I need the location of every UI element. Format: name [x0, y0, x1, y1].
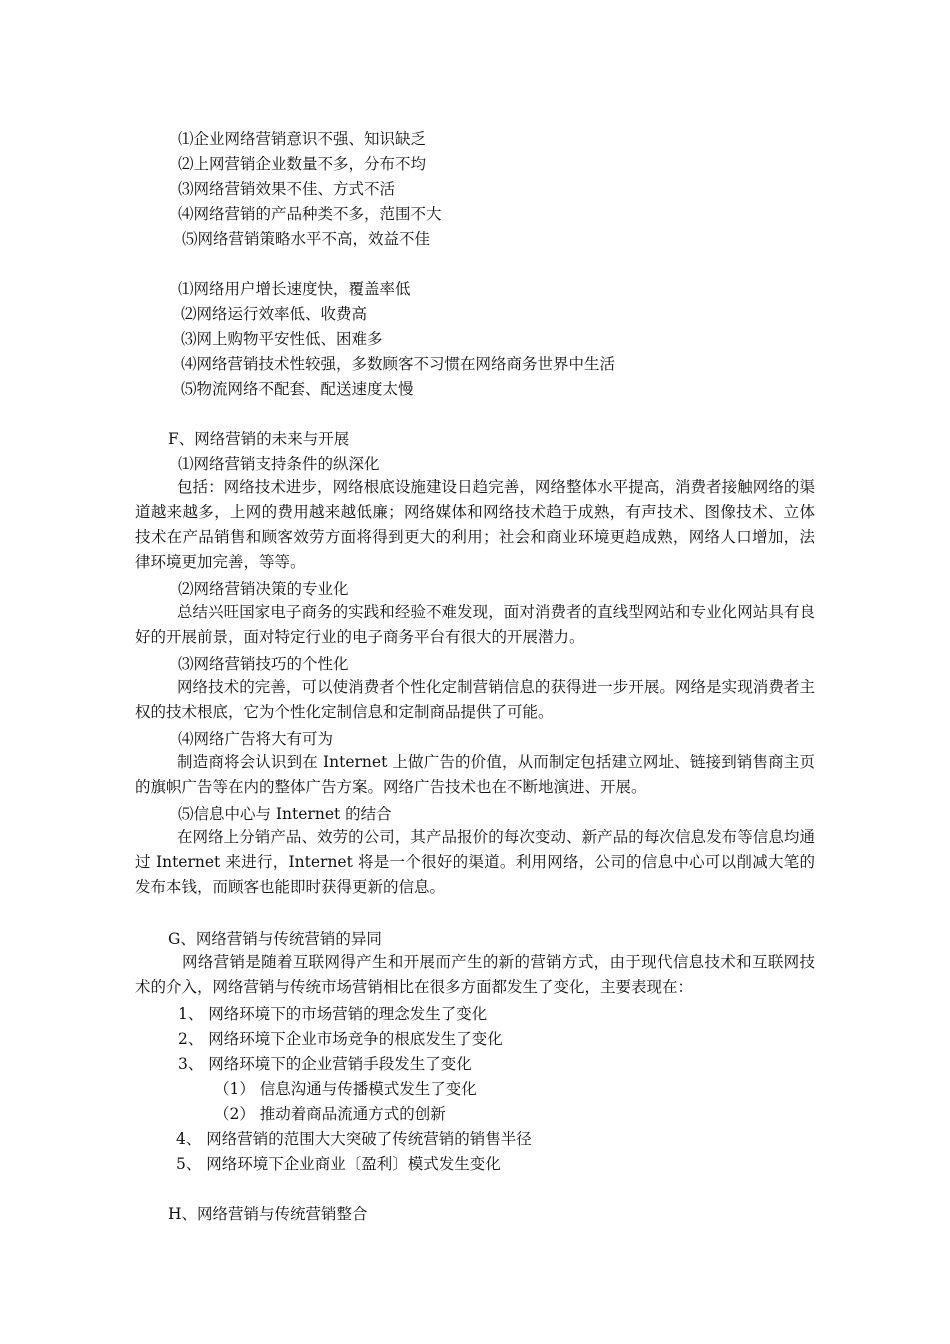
section-heading-f: F、网络营销的未来与开展	[168, 430, 350, 448]
paragraph: 包括：网络技术进步，网络根底设施建设日趋完善，网络整体水平提高，消费者接触网络的渠道越来越多，上网的费用越来越低廉；网络媒体和网络技术趋于成熟，有声技术、图像技术、立体技术在产品销售和顾客效劳方面将得到更大的利用；社会和商业环境更趋成熟，网络人口增加，法律环境更加完善，等等。	[135, 478, 815, 571]
list-item: ⑶网络营销效果不佳、方式不活	[178, 180, 396, 198]
paragraph: 总结兴旺国家电子商务的实践和经验不难发现，面对消费者的直线型网站和专业化网站具有良好的开展前景，面对特定行业的电子商务平台有很大的开展潜力。	[135, 603, 815, 646]
list-item: ⑷网络营销的产品种类不多，范围不大	[178, 205, 442, 223]
subsection-title: ⑴网络营销支持条件的纵深化	[178, 455, 380, 473]
list-item: 5、 网络环境下企业商业〔盈利〕模式发生变化	[176, 1155, 501, 1173]
list-item: 1、 网络环境下的市场营销的理念发生了变化	[178, 1005, 488, 1023]
list-item: ⑶网上购物平安性低、困难多	[181, 330, 383, 348]
subsection-title: ⑷网络广告将大有可为	[178, 730, 334, 748]
paragraph: 网络技术的完善，可以使消费者个性化定制营销信息的获得进一步开展。网络是实现消费者主权的技术根底，它为个性化定制信息和定制商品提供了可能。	[135, 678, 815, 721]
list-item: ⑸网络营销策略水平不高，效益不佳	[182, 230, 431, 248]
subsection-title: ⑵网络营销决策的专业化	[178, 580, 349, 598]
section-heading-g: G、网络营销与传统营销的异同	[168, 930, 382, 948]
paragraph: 制造商将会认识到在 Internet 上做广告的价值，从而制定包括建立网址、链接到销售商主页的旗帜广告等在内的整体广告方案。网络广告技术也在不断地演进、开展。	[135, 753, 815, 796]
list-item: ⑵上网营销企业数量不多，分布不均	[178, 155, 427, 173]
section-heading-h: H、网络营销与传统营销整合	[168, 1205, 368, 1223]
list-item: ⑸物流网络不配套、配送速度太慢	[181, 380, 414, 398]
subsection-title: ⑸信息中心与 Internet 的结合	[178, 805, 392, 823]
subsection-title: ⑶网络营销技巧的个性化	[178, 655, 349, 673]
paragraph: 在网络上分销产品、效劳的公司，其产品报价的每次变动、新产品的每次信息发布等信息均通过 Internet 来进行，Internet 将是一个很好的渠道。利用网络，公司的信息中心可以削减大笔的发布本钱，而顾客也能即时获得更新的信息。	[135, 828, 815, 896]
paragraph: 网络营销是随着互联网得产生和开展而产生的新的营销方式，由于现代信息技术和互联网技术的介入，网络营销与传统市场营销相比在很多方面都发生了变化，主要表现在：	[135, 953, 815, 996]
list-item: ⑵网络运行效率低、收费高	[181, 305, 368, 323]
list-item: 2、 网络环境下企业市场竞争的根底发生了变化	[178, 1030, 503, 1048]
sub-list-item: （1） 信息沟通与传播模式发生了变化	[214, 1080, 477, 1098]
list-item: ⑴网络用户增长速度快，覆盖率低	[178, 280, 411, 298]
list-item: 3、 网络环境下的企业营销手段发生了变化	[178, 1055, 472, 1073]
sub-list-item: （2） 推动着商品流通方式的创新	[214, 1105, 446, 1123]
list-item: ⑴企业网络营销意识不强、知识缺乏	[178, 130, 427, 148]
list-item: ⑷网络营销技术性较强，多数顾客不习惯在网络商务世界中生活	[181, 355, 616, 373]
list-item: 4、 网络营销的范围大大突破了传统营销的销售半径	[176, 1130, 532, 1148]
